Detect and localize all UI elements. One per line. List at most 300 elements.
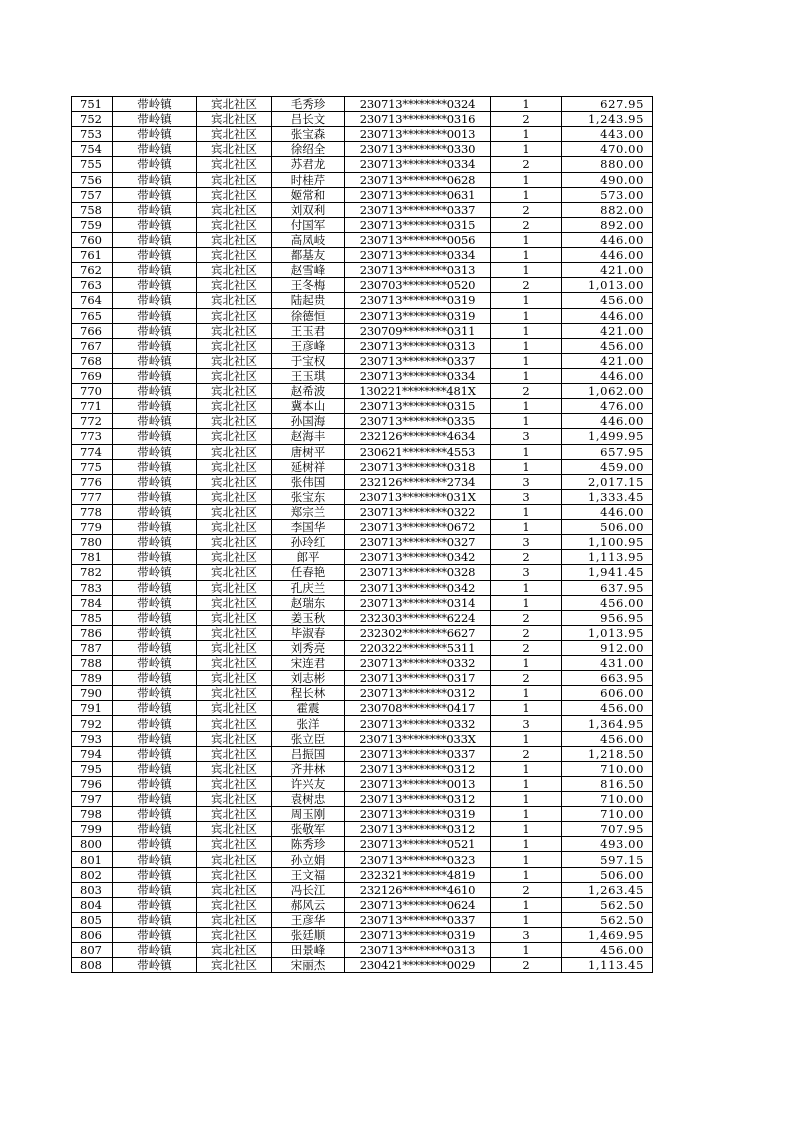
person-name-cell: 赵希波 [272, 384, 345, 399]
row-number-cell: 787 [72, 640, 113, 655]
id-number-cell: 232126********4634 [345, 429, 491, 444]
household-count-cell: 2 [491, 550, 562, 565]
town-cell: 带岭镇 [113, 686, 197, 701]
id-number-cell: 232303********6224 [345, 610, 491, 625]
row-number-cell: 766 [72, 323, 113, 338]
id-number-cell: 230713********0313 [345, 263, 491, 278]
table-row [72, 580, 653, 595]
table-row [72, 671, 653, 686]
town-cell: 带岭镇 [113, 746, 197, 761]
community-cell: 宾北社区 [197, 323, 272, 338]
amount-cell: 1,218.50 [562, 746, 653, 761]
id-number-cell: 230713********0334 [345, 368, 491, 383]
town-cell: 带岭镇 [113, 535, 197, 550]
table-row [72, 928, 653, 943]
amount-cell: 506.00 [562, 520, 653, 535]
community-cell: 宾北社区 [197, 157, 272, 172]
row-number-cell: 794 [72, 746, 113, 761]
community-cell: 宾北社区 [197, 248, 272, 263]
id-number-cell: 230713********0312 [345, 686, 491, 701]
table-row [72, 172, 653, 187]
id-number-cell: 230713********0316 [345, 112, 491, 127]
household-count-cell: 3 [491, 716, 562, 731]
amount-cell: 421.00 [562, 323, 653, 338]
community-cell: 宾北社区 [197, 127, 272, 142]
community-cell: 宾北社区 [197, 595, 272, 610]
community-cell: 宾北社区 [197, 686, 272, 701]
id-number-cell: 230713********033X [345, 731, 491, 746]
amount-cell: 470.00 [562, 142, 653, 157]
town-cell: 带岭镇 [113, 761, 197, 776]
table-row [72, 610, 653, 625]
person-name-cell: 刘双利 [272, 202, 345, 217]
id-number-cell: 230713********0056 [345, 232, 491, 247]
community-cell: 宾北社区 [197, 202, 272, 217]
table-row [72, 232, 653, 247]
row-number-cell: 781 [72, 550, 113, 565]
amount-cell: 956.95 [562, 610, 653, 625]
table-row [72, 550, 653, 565]
row-number-cell: 763 [72, 278, 113, 293]
household-count-cell: 2 [491, 112, 562, 127]
row-number-cell: 805 [72, 912, 113, 927]
town-cell: 带岭镇 [113, 474, 197, 489]
table-row [72, 142, 653, 157]
row-number-cell: 798 [72, 807, 113, 822]
amount-cell: 446.00 [562, 368, 653, 383]
household-count-cell: 1 [491, 263, 562, 278]
row-number-cell: 773 [72, 429, 113, 444]
town-cell: 带岭镇 [113, 338, 197, 353]
town-cell: 带岭镇 [113, 248, 197, 263]
amount-cell: 493.00 [562, 837, 653, 852]
household-count-cell: 1 [491, 686, 562, 701]
household-count-cell: 1 [491, 399, 562, 414]
town-cell: 带岭镇 [113, 429, 197, 444]
town-cell: 带岭镇 [113, 142, 197, 157]
household-count-cell: 1 [491, 912, 562, 927]
amount-cell: 606.00 [562, 686, 653, 701]
town-cell: 带岭镇 [113, 550, 197, 565]
household-count-cell: 1 [491, 837, 562, 852]
person-name-cell: 徐绍全 [272, 142, 345, 157]
person-name-cell: 许兴友 [272, 776, 345, 791]
amount-cell: 1,062.00 [562, 384, 653, 399]
table-row [72, 248, 653, 263]
id-number-cell: 230713********0337 [345, 912, 491, 927]
community-cell: 宾北社区 [197, 384, 272, 399]
household-count-cell: 2 [491, 882, 562, 897]
community-cell: 宾北社区 [197, 958, 272, 973]
amount-cell: 456.00 [562, 595, 653, 610]
town-cell: 带岭镇 [113, 640, 197, 655]
household-count-cell: 1 [491, 595, 562, 610]
amount-cell: 446.00 [562, 308, 653, 323]
town-cell: 带岭镇 [113, 414, 197, 429]
community-cell: 宾北社区 [197, 474, 272, 489]
table-row [72, 837, 653, 852]
person-name-cell: 张宝东 [272, 489, 345, 504]
row-number-cell: 760 [72, 232, 113, 247]
id-number-cell: 230713********0322 [345, 504, 491, 519]
id-number-cell: 230713********0314 [345, 595, 491, 610]
person-name-cell: 张洋 [272, 716, 345, 731]
community-cell: 宾北社区 [197, 444, 272, 459]
community-cell: 宾北社区 [197, 671, 272, 686]
row-number-cell: 804 [72, 897, 113, 912]
amount-cell: 707.95 [562, 822, 653, 837]
row-number-cell: 808 [72, 958, 113, 973]
id-number-cell: 230713********0337 [345, 202, 491, 217]
row-number-cell: 784 [72, 595, 113, 610]
town-cell: 带岭镇 [113, 368, 197, 383]
id-number-cell: 230713********0315 [345, 399, 491, 414]
id-number-cell: 230713********0313 [345, 943, 491, 958]
community-cell: 宾北社区 [197, 943, 272, 958]
id-number-cell: 230713********0013 [345, 127, 491, 142]
amount-cell: 573.00 [562, 187, 653, 202]
person-name-cell: 毕淑春 [272, 625, 345, 640]
community-cell: 宾北社区 [197, 293, 272, 308]
person-name-cell: 王冬梅 [272, 278, 345, 293]
household-count-cell: 2 [491, 625, 562, 640]
town-cell: 带岭镇 [113, 897, 197, 912]
household-count-cell: 1 [491, 248, 562, 263]
town-cell: 带岭镇 [113, 776, 197, 791]
person-name-cell: 袁树忠 [272, 792, 345, 807]
community-cell: 宾北社区 [197, 867, 272, 882]
table-row [72, 414, 653, 429]
town-cell: 带岭镇 [113, 263, 197, 278]
household-count-cell: 1 [491, 807, 562, 822]
row-number-cell: 764 [72, 293, 113, 308]
community-cell: 宾北社区 [197, 610, 272, 625]
id-number-cell: 230713********0337 [345, 746, 491, 761]
person-name-cell: 赵瑞东 [272, 595, 345, 610]
town-cell: 带岭镇 [113, 701, 197, 716]
table-row [72, 202, 653, 217]
row-number-cell: 777 [72, 489, 113, 504]
table-row [72, 761, 653, 776]
table-row [72, 656, 653, 671]
household-count-cell: 1 [491, 761, 562, 776]
id-number-cell: 230713********0672 [345, 520, 491, 535]
town-cell: 带岭镇 [113, 852, 197, 867]
household-count-cell: 1 [491, 338, 562, 353]
amount-cell: 1,113.95 [562, 550, 653, 565]
amount-cell: 446.00 [562, 504, 653, 519]
row-number-cell: 783 [72, 580, 113, 595]
amount-cell: 710.00 [562, 761, 653, 776]
town-cell: 带岭镇 [113, 928, 197, 943]
table-row [72, 943, 653, 958]
amount-cell: 710.00 [562, 807, 653, 822]
person-name-cell: 任春艳 [272, 565, 345, 580]
household-count-cell: 1 [491, 520, 562, 535]
table-row [72, 792, 653, 807]
household-count-cell: 1 [491, 172, 562, 187]
household-count-cell: 2 [491, 202, 562, 217]
community-cell: 宾北社区 [197, 263, 272, 278]
amount-cell: 446.00 [562, 414, 653, 429]
household-count-cell: 3 [491, 474, 562, 489]
id-number-cell: 230713********031X [345, 489, 491, 504]
row-number-cell: 790 [72, 686, 113, 701]
person-name-cell: 吕振国 [272, 746, 345, 761]
table-body [72, 97, 653, 973]
town-cell: 带岭镇 [113, 671, 197, 686]
town-cell: 带岭镇 [113, 565, 197, 580]
amount-cell: 456.00 [562, 943, 653, 958]
town-cell: 带岭镇 [113, 172, 197, 187]
community-cell: 宾北社区 [197, 112, 272, 127]
person-name-cell: 唐树平 [272, 444, 345, 459]
table-row [72, 640, 653, 655]
id-number-cell: 230713********0521 [345, 837, 491, 852]
row-number-cell: 754 [72, 142, 113, 157]
table-row [72, 127, 653, 142]
row-number-cell: 779 [72, 520, 113, 535]
person-name-cell: 周玉刚 [272, 807, 345, 822]
amount-cell: 657.95 [562, 444, 653, 459]
table-row [72, 535, 653, 550]
id-number-cell: 230713********0628 [345, 172, 491, 187]
table-row [72, 187, 653, 202]
table-row [72, 731, 653, 746]
table-row [72, 625, 653, 640]
person-name-cell: 李国华 [272, 520, 345, 535]
household-count-cell: 1 [491, 142, 562, 157]
amount-cell: 1,941.45 [562, 565, 653, 580]
person-name-cell: 孔庆兰 [272, 580, 345, 595]
town-cell: 带岭镇 [113, 187, 197, 202]
town-cell: 带岭镇 [113, 716, 197, 731]
amount-cell: 1,013.95 [562, 625, 653, 640]
person-name-cell: 高凤岐 [272, 232, 345, 247]
table-row [72, 474, 653, 489]
table-row [72, 489, 653, 504]
id-number-cell: 230713********0317 [345, 671, 491, 686]
row-number-cell: 802 [72, 867, 113, 882]
row-number-cell: 755 [72, 157, 113, 172]
amount-cell: 627.95 [562, 97, 653, 112]
household-count-cell: 1 [491, 414, 562, 429]
id-number-cell: 230713********0631 [345, 187, 491, 202]
town-cell: 带岭镇 [113, 157, 197, 172]
table-row [72, 157, 653, 172]
amount-cell: 562.50 [562, 912, 653, 927]
row-number-cell: 771 [72, 399, 113, 414]
person-name-cell: 宋连君 [272, 656, 345, 671]
row-number-cell: 792 [72, 716, 113, 731]
row-number-cell: 797 [72, 792, 113, 807]
person-name-cell: 郝风云 [272, 897, 345, 912]
community-cell: 宾北社区 [197, 368, 272, 383]
household-count-cell: 1 [491, 293, 562, 308]
row-number-cell: 767 [72, 338, 113, 353]
row-number-cell: 753 [72, 127, 113, 142]
household-count-cell: 1 [491, 459, 562, 474]
community-cell: 宾北社区 [197, 580, 272, 595]
person-name-cell: 郎平 [272, 550, 345, 565]
town-cell: 带岭镇 [113, 656, 197, 671]
household-count-cell: 1 [491, 852, 562, 867]
town-cell: 带岭镇 [113, 217, 197, 232]
table-row [72, 429, 653, 444]
person-name-cell: 王彦华 [272, 912, 345, 927]
id-number-cell: 230713********0319 [345, 308, 491, 323]
row-number-cell: 765 [72, 308, 113, 323]
town-cell: 带岭镇 [113, 399, 197, 414]
person-name-cell: 郑宗兰 [272, 504, 345, 519]
table-row [72, 338, 653, 353]
household-count-cell: 1 [491, 897, 562, 912]
household-count-cell: 1 [491, 731, 562, 746]
community-cell: 宾北社区 [197, 716, 272, 731]
household-count-cell: 1 [491, 368, 562, 383]
town-cell: 带岭镇 [113, 625, 197, 640]
table-row [72, 686, 653, 701]
person-name-cell: 毛秀珍 [272, 97, 345, 112]
town-cell: 带岭镇 [113, 444, 197, 459]
town-cell: 带岭镇 [113, 308, 197, 323]
id-number-cell: 230713********0324 [345, 97, 491, 112]
household-count-cell: 2 [491, 384, 562, 399]
person-name-cell: 苏君龙 [272, 157, 345, 172]
community-cell: 宾北社区 [197, 489, 272, 504]
town-cell: 带岭镇 [113, 127, 197, 142]
amount-cell: 459.00 [562, 459, 653, 474]
amount-cell: 882.00 [562, 202, 653, 217]
id-number-cell: 230713********0312 [345, 822, 491, 837]
town-cell: 带岭镇 [113, 595, 197, 610]
row-number-cell: 800 [72, 837, 113, 852]
id-number-cell: 230713********0312 [345, 761, 491, 776]
household-count-cell: 2 [491, 958, 562, 973]
community-cell: 宾北社区 [197, 852, 272, 867]
id-number-cell: 230713********0335 [345, 414, 491, 429]
amount-cell: 597.15 [562, 852, 653, 867]
amount-cell: 710.00 [562, 792, 653, 807]
household-count-cell: 1 [491, 792, 562, 807]
amount-cell: 446.00 [562, 232, 653, 247]
town-cell: 带岭镇 [113, 504, 197, 519]
town-cell: 带岭镇 [113, 353, 197, 368]
row-number-cell: 772 [72, 414, 113, 429]
amount-cell: 1,364.95 [562, 716, 653, 731]
amount-cell: 1,113.45 [562, 958, 653, 973]
household-count-cell: 2 [491, 278, 562, 293]
row-number-cell: 786 [72, 625, 113, 640]
amount-cell: 1,100.95 [562, 535, 653, 550]
row-number-cell: 751 [72, 97, 113, 112]
community-cell: 宾北社区 [197, 338, 272, 353]
town-cell: 带岭镇 [113, 112, 197, 127]
table-row [72, 716, 653, 731]
row-number-cell: 789 [72, 671, 113, 686]
amount-cell: 912.00 [562, 640, 653, 655]
amount-cell: 506.00 [562, 867, 653, 882]
town-cell: 带岭镇 [113, 459, 197, 474]
amount-cell: 421.00 [562, 263, 653, 278]
community-cell: 宾北社区 [197, 731, 272, 746]
community-cell: 宾北社区 [197, 897, 272, 912]
table-row [72, 323, 653, 338]
id-number-cell: 232126********4610 [345, 882, 491, 897]
town-cell: 带岭镇 [113, 278, 197, 293]
household-count-cell: 2 [491, 157, 562, 172]
row-number-cell: 780 [72, 535, 113, 550]
household-count-cell: 2 [491, 671, 562, 686]
town-cell: 带岭镇 [113, 822, 197, 837]
town-cell: 带岭镇 [113, 731, 197, 746]
community-cell: 宾北社区 [197, 550, 272, 565]
row-number-cell: 782 [72, 565, 113, 580]
person-name-cell: 张敬军 [272, 822, 345, 837]
row-number-cell: 762 [72, 263, 113, 278]
person-name-cell: 延树祥 [272, 459, 345, 474]
row-number-cell: 788 [72, 656, 113, 671]
id-number-cell: 230713********0013 [345, 776, 491, 791]
town-cell: 带岭镇 [113, 323, 197, 338]
amount-cell: 431.00 [562, 656, 653, 671]
town-cell: 带岭镇 [113, 384, 197, 399]
person-name-cell: 王玉琪 [272, 368, 345, 383]
household-count-cell: 3 [491, 565, 562, 580]
household-count-cell: 1 [491, 867, 562, 882]
household-count-cell: 2 [491, 640, 562, 655]
community-cell: 宾北社区 [197, 278, 272, 293]
table-row [72, 399, 653, 414]
amount-cell: 456.00 [562, 731, 653, 746]
row-number-cell: 795 [72, 761, 113, 776]
id-number-cell: 230713********0332 [345, 656, 491, 671]
data-table [71, 96, 653, 973]
person-name-cell: 冯长江 [272, 882, 345, 897]
person-name-cell: 都基友 [272, 248, 345, 263]
household-count-cell: 1 [491, 580, 562, 595]
amount-cell: 1,263.45 [562, 882, 653, 897]
row-number-cell: 774 [72, 444, 113, 459]
id-number-cell: 230713********0624 [345, 897, 491, 912]
town-cell: 带岭镇 [113, 882, 197, 897]
town-cell: 带岭镇 [113, 520, 197, 535]
person-name-cell: 孙玲红 [272, 535, 345, 550]
table-row [72, 776, 653, 791]
id-number-cell: 230713********0313 [345, 338, 491, 353]
table-row [72, 852, 653, 867]
amount-cell: 637.95 [562, 580, 653, 595]
id-number-cell: 230713********0315 [345, 217, 491, 232]
amount-cell: 490.00 [562, 172, 653, 187]
household-count-cell: 1 [491, 943, 562, 958]
table-row [72, 278, 653, 293]
id-number-cell: 230709********0311 [345, 323, 491, 338]
person-name-cell: 陆起贵 [272, 293, 345, 308]
id-number-cell: 230713********0342 [345, 580, 491, 595]
town-cell: 带岭镇 [113, 293, 197, 308]
community-cell: 宾北社区 [197, 308, 272, 323]
household-count-cell: 1 [491, 97, 562, 112]
community-cell: 宾北社区 [197, 701, 272, 716]
row-number-cell: 791 [72, 701, 113, 716]
table-row [72, 958, 653, 973]
town-cell: 带岭镇 [113, 97, 197, 112]
row-number-cell: 793 [72, 731, 113, 746]
person-name-cell: 张宝森 [272, 127, 345, 142]
amount-cell: 456.00 [562, 338, 653, 353]
town-cell: 带岭镇 [113, 958, 197, 973]
